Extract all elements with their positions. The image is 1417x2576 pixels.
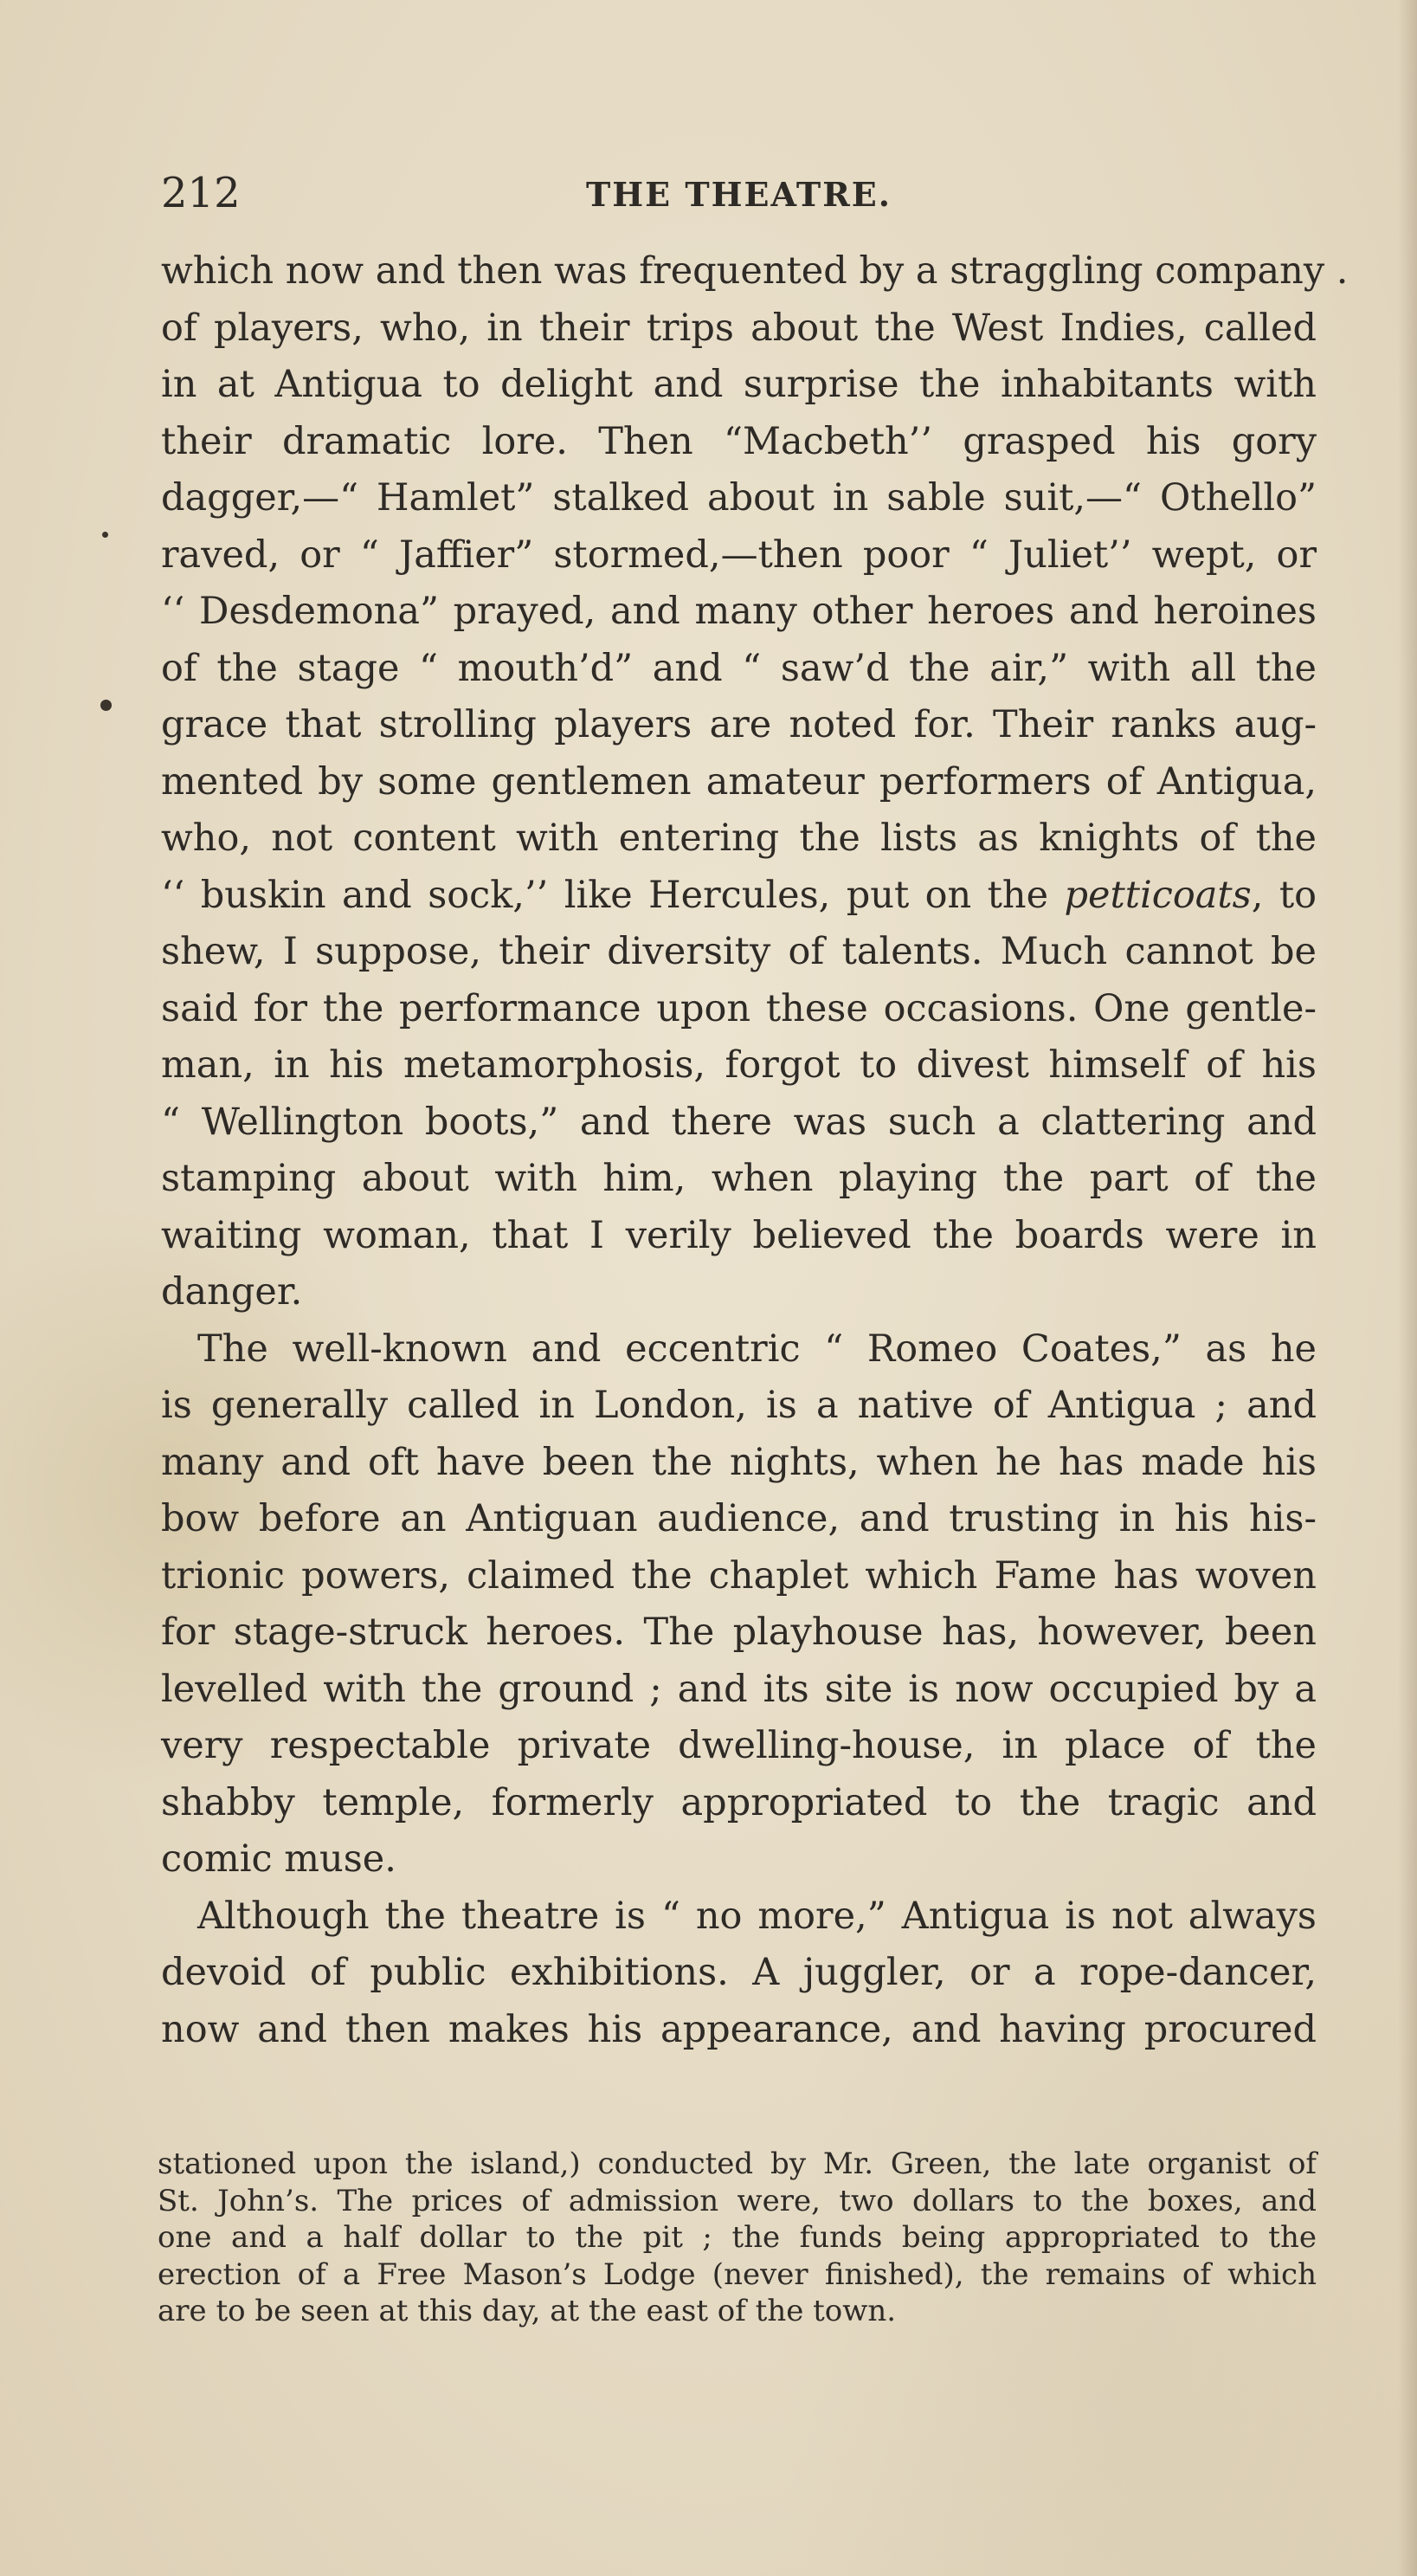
text-line: shew, I suppose, their diversity of talents. Much cannot be <box>161 930 1317 973</box>
text-line: of players, who, in their trips about the West Indies, called <box>161 306 1317 350</box>
text-line: which now and then was frequented by a straggling company . <box>161 249 1349 293</box>
text-line: in at Antigua to delight and surprise the inhabitants with <box>161 363 1317 406</box>
text-line: mented by some gentlemen amateur performers of Antigua, <box>161 759 1317 804</box>
footnote <box>158 2146 1317 2330</box>
text-line: Although the theatre is “ no more,” Antigua is not always <box>197 1894 1317 1938</box>
text-line: many and oft have been the nights, when he has made his <box>161 1440 1317 1484</box>
ink-speck <box>100 700 112 711</box>
page-edge-shadow <box>1398 0 1417 2576</box>
footnote-line: stationed upon the island,) conducted by Mr. Green, the late organist of <box>158 2147 1317 2181</box>
text-line: is generally called in London, is a native of Antigua ; and <box>161 1384 1317 1427</box>
text-line: for stage-struck heroes. The playhouse has, however, been <box>161 1611 1317 1654</box>
page-number: 212 <box>161 169 241 217</box>
text-line: “ Wellington boots,” and there was such a clattering and <box>161 1100 1317 1144</box>
text-line: waiting woman, that I verily believed the boards were in <box>161 1213 1317 1257</box>
running-head: THE THEATRE. <box>586 175 892 214</box>
italic-word: petticoats <box>1064 873 1252 917</box>
text-line: ‘‘ Desdemona” prayed, and many other heroes and heroines <box>161 590 1317 633</box>
text-line: who, not content with entering the lists as knights of the <box>161 817 1317 860</box>
text-line-with-italic <box>161 868 1317 925</box>
text-line: of the stage “ mouth’d” and “ saw’d the air,” with all the <box>161 646 1317 690</box>
text-line: levelled with the ground ; and its site is now occupied by a <box>161 1667 1317 1711</box>
page-header <box>161 163 1317 223</box>
text-segment: ‘‘ buskin and sock,’’ like Hercules, put on the <box>161 873 1065 917</box>
ink-speck <box>102 532 108 538</box>
text-line: now and then makes his appearance, and having procured <box>161 2007 1317 2051</box>
text-line: stamping about with him, when playing the part of the <box>161 1157 1317 1200</box>
text-line: comic muse. <box>161 1837 396 1881</box>
footnote-line: are to be seen at this day, at the east of the town. <box>158 2294 897 2329</box>
footnote-line: erection of a Free Mason’s Lodge (never finished), the remains of which <box>158 2256 1317 2292</box>
text-line: very respectable private dwelling-house, in place of the <box>161 1724 1317 1767</box>
text-line: devoid of public exhibitions. A juggler, or a rope-dancer, <box>161 1951 1317 1994</box>
text-line: The well-known and eccentric “ Romeo Coates,” as he <box>197 1327 1317 1371</box>
text-line: grace that strolling players are noted for. Their ranks aug- <box>161 703 1317 746</box>
text-segment: , to <box>1251 873 1317 917</box>
text-line: danger. <box>161 1270 303 1314</box>
text-line: said for the performance upon these occasions. One gentle- <box>161 986 1317 1030</box>
footnote-line: St. John’s. The prices of admission were, two dollars to the boxes, and <box>158 2183 1317 2218</box>
text-line: shabby temple, formerly appropriated to the tragic and <box>161 1780 1317 1824</box>
text-line: man, in his metamorphosis, forgot to divest himself of his <box>161 1043 1317 1087</box>
body-text <box>161 243 1349 2058</box>
text-line: dagger,—“ Hamlet” stalked about in sable suit,—“ Othello” <box>161 476 1317 520</box>
text-line: bow before an Antiguan audience, and trusting in his his- <box>161 1497 1317 1540</box>
text-line: their dramatic lore. Then “Macbeth’’ grasped his gory <box>161 419 1317 463</box>
footnote-line: one and a half dollar to the pit ; the funds being appropriated to the <box>158 2220 1317 2256</box>
text-line: raved, or “ Jaffier” stormed,—then poor “ Juliet’’ wept, or <box>161 533 1317 577</box>
text-line: trionic powers, claimed the chaplet which Fame has woven <box>161 1553 1317 1598</box>
